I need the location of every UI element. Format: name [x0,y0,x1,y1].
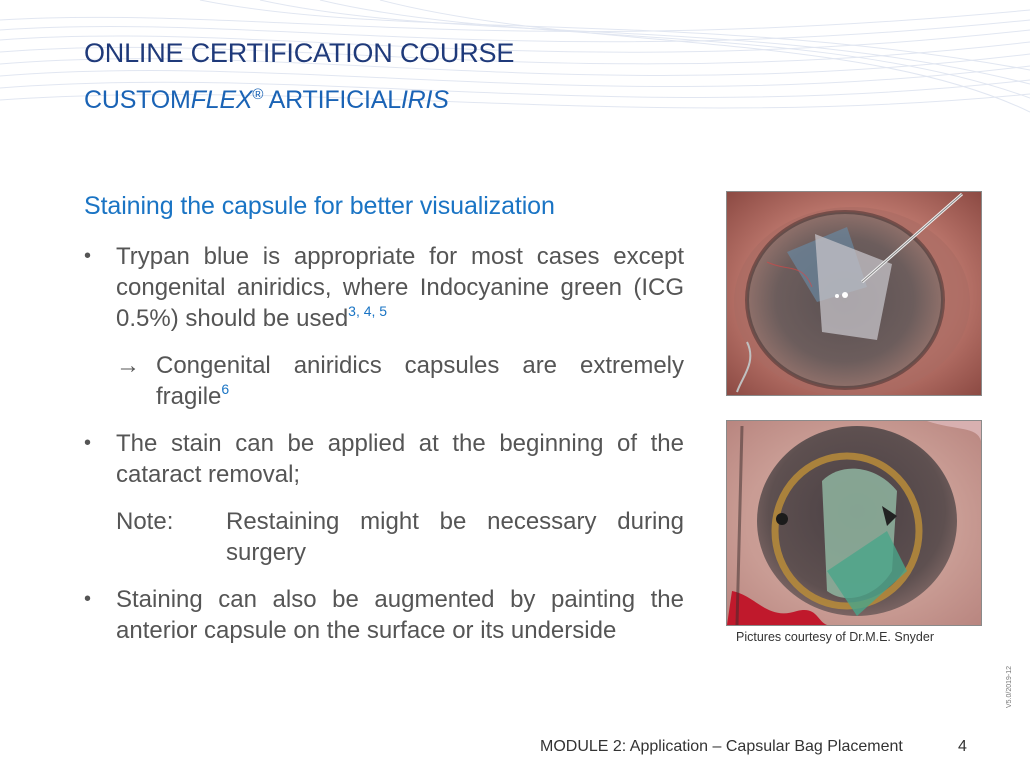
arrow-right-icon: → [116,352,140,379]
note-item [116,506,684,568]
course-title: ONLINE CERTIFICATION COURSE [84,38,515,68]
reference-superscript: 6 [221,381,230,397]
bullet-icon: • [84,432,92,454]
bullet-text: Trypan blue is appropriate for most cases except congenital aniridics, where Indocyanine green (ICG 0.5%) should be used [116,243,684,332]
sub-item-fragile [84,350,684,412]
bullet-item-painting [84,584,684,646]
bullet-item-trypan-blue [84,241,684,334]
reference-superscript: 3, 4, 5 [348,303,388,319]
slide-content [84,192,684,662]
product-title [84,86,449,115]
page-number: 4 [958,738,967,755]
title-artificial: ARTIFICIAL [263,86,401,114]
footer-module: MODULE 2: Application – Capsular Bag Placement [540,738,903,755]
image-caption: Pictures courtesy of Dr.M.E. Snyder [736,630,934,644]
bullet-icon: • [84,588,92,610]
bullet-item-stain-timing [84,428,684,490]
title-custom: CUSTOM [84,86,191,114]
bullet-text: Staining can also be augmented by painting the anterior capsule on the surface or its underside [116,586,684,644]
bullet-icon: • [84,245,92,267]
bullet-text: The stain can be applied at the beginning of the cataract removal; [116,430,684,488]
version-label: V5.0/2019-12 [1006,665,1013,708]
title-iris: IRIS [400,86,449,114]
title-flex: FLEX [190,86,253,114]
note-text: Restaining might be necessary during surgery [226,508,684,566]
registered-mark: ® [252,86,264,103]
header-wave-background [0,0,1030,140]
note-label: Note: [116,508,174,535]
surgery-photo-icg [726,420,982,626]
sub-item-text: Congenital aniridics capsules are extremely fragile [156,352,684,410]
surgery-photo-trypan-blue [726,191,982,396]
section-subtitle: Staining the capsule for better visualization [84,192,555,220]
